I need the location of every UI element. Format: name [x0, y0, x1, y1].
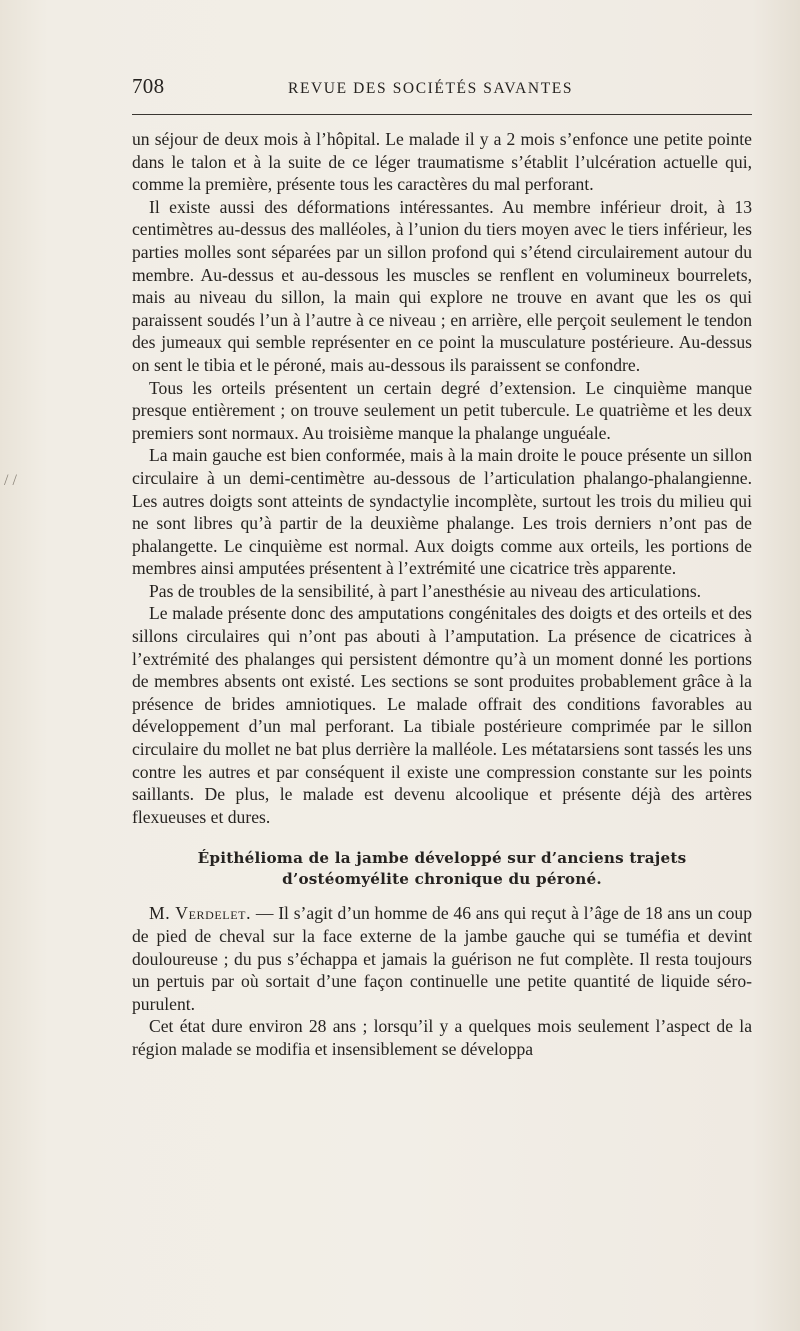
paragraph-2: Il existe aussi des déformations intéressantes. Au membre inférieur droit, à 13 centimètres au-dessus des malléoles, à l’union du tiers moyen avec le tiers inférieur, les parties molles sont séparées par un sillon profond qui s’étend circulairement autour du membre. Au-dessus et au-dessous les muscles se renflent en volumineux bourrelets, mais au niveau du sillon, la main qui explore ne trouve en avant que les os qui paraissent soudés l’un à l’autre à ce niveau ; en arrière, elle perçoit seulement le tendon des jumeaux qui semble représenter en ce point la musculature postérieure. Au-dessus on sent le tibia et le péroné, mais au-dessous ils paraissent se confondre. — [132, 196, 752, 375]
paragraph-8: Cet état dure environ 28 ans ; lorsqu’il y a quelques mois seulement l’aspect de la région malade se modifia et insensiblement se développa — [132, 1016, 752, 1059]
author-name: M. Verdelet. — [149, 903, 252, 924]
body-text — [132, 128, 752, 1061]
section-title — [132, 848, 752, 890]
running-title: REVUE DES SOCIÉTÉS SAVANTES — [288, 80, 574, 97]
paragraph-7-text: — Il s’agit d’un homme de 46 ans qui reçut à l’âge de 18 ans un coup de pied de cheval sur la face externe de la jambe gauche qui se tuméfia et devint douloureuse ; du pus s’échappa et jamais la guérison ne fut complète. Il resta toujours un pertuis par où sortait d’une façon continuelle une petite quantité de liquide séro-purulent. — [132, 903, 753, 1014]
paragraph-4: La main gauche est bien conformée, mais à la main droite le pouce présente un sillon circulaire à un demi-centimètre au-dessous de l’articulation phalango-phalangienne. Les autres doigts sont atteints de syndactylie incomplète, surtout les trois du milieu qui ne sont libres qu’à partir de la deuxième phalange. Les trois derniers n’ont pas de phalangette. Le cinquième est normal. Aux doigts comme aux orteils, les portions de membres ainsi amputées présentent à l’extrémité une cicatrice très apparente. — [132, 445, 752, 579]
section-title-line-1: Épithélioma de la jambe développé sur d’anciens trajets — [197, 849, 687, 868]
margin-mark: / / — [4, 472, 17, 489]
paragraph-7 — [132, 902, 752, 1015]
page-number: 708 — [132, 74, 165, 98]
header-rule — [132, 114, 752, 115]
paragraph-1: un séjour de deux mois à l’hôpital. Le malade il y a 2 mois s’enfonce une petite pointe dans le talon et à la suite de ce léger traumatisme s’établit l’ulcération actuelle qui, comme la première, présente tous les caractères du mal perforant. — [132, 129, 752, 195]
paragraph-3: Tous les orteils présentent un certain degré d’extension. Le cinquième manque presque entièrement ; on trouve seulement un petit tubercule. Le quatrième et les deux premiers sont normaux. Au troisième manque la phalange unguéale. — [132, 377, 752, 443]
paragraph-6: Le malade présente donc des amputations congénitales des doigts et des orteils et des sillons circulaires qui n’ont pas abouti à l’amputation. La présence de cicatrices à l’extrémité des phalanges qui persistent démontre qu’à un moment donné les portions de membres absents ont existé. Les sections se sont produites probablement grâce à la présence de brides amniotiques. Le malade offrait des conditions favorables au développement d’un mal perforant. La tibiale postérieure comprimée par le sillon circulaire du mollet ne bat plus derrière la malléole. Les métatarsiens sont tassés les uns contre les autres et par conséquent il existe une compression constante sur les points saillants. De plus, le malade est devenu alcoolique et présente déjà des artères flexueuses et dures. — [132, 603, 752, 827]
section-title-line-2: d’ostéomyélite chronique du péroné. — [282, 870, 602, 889]
page-header — [132, 74, 752, 108]
paragraph-5: Pas de troubles de la sensibilité, à part l’anesthésie au niveau des articulations. — [149, 580, 702, 601]
